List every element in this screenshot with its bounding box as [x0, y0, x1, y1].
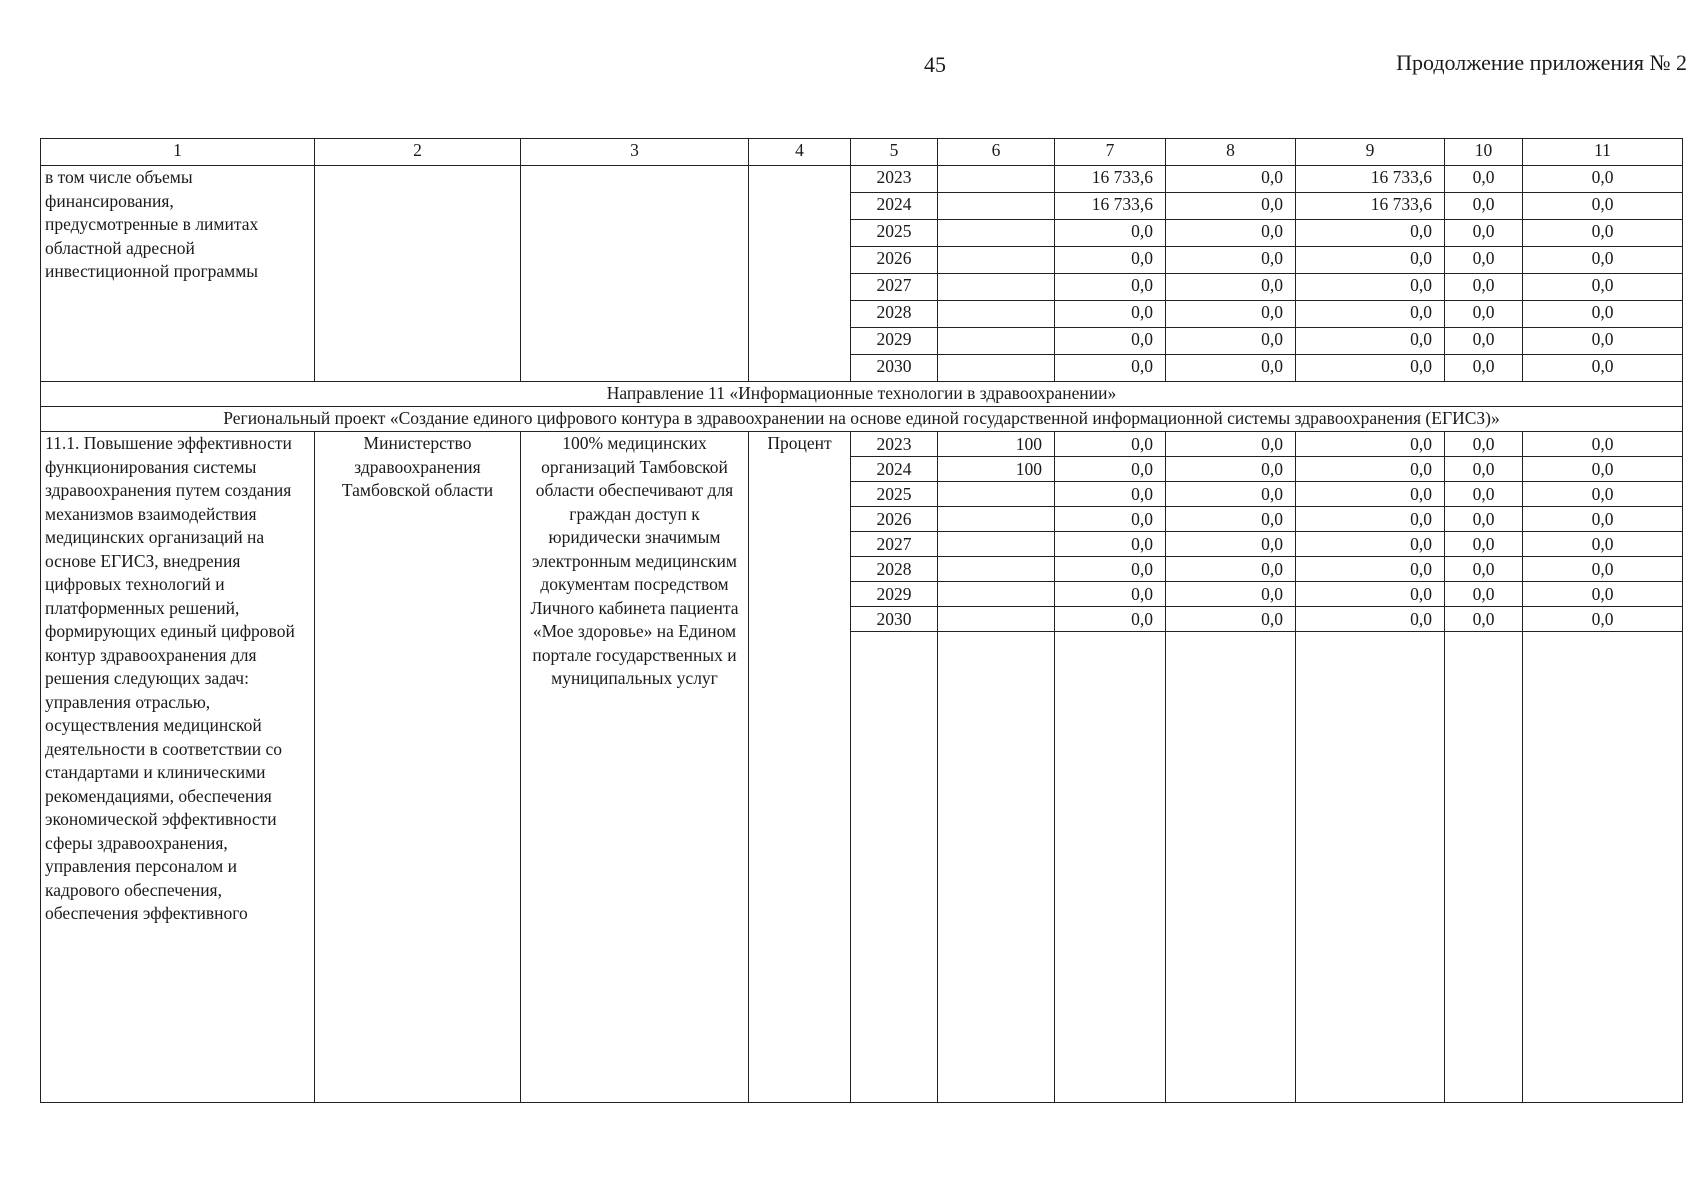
- col11-value: 0,0: [1523, 532, 1683, 557]
- col10-value: 0,0: [1445, 482, 1523, 507]
- year-cell: 2025: [851, 482, 938, 507]
- col6-value: [938, 507, 1055, 532]
- year-cell: 2024: [851, 193, 938, 220]
- col-header: 4: [749, 139, 851, 166]
- col6-value: [938, 220, 1055, 247]
- col9-value: 0,0: [1296, 301, 1445, 328]
- col10-value: 0,0: [1445, 166, 1523, 193]
- year-cell: 2026: [851, 247, 938, 274]
- col8-value: 0,0: [1166, 457, 1296, 482]
- responsible-executor: [315, 166, 521, 382]
- col6-value: [938, 193, 1055, 220]
- col9-value: 0,0: [1296, 432, 1445, 457]
- col8-value: 0,0: [1166, 557, 1296, 582]
- col10-value: 0,0: [1445, 557, 1523, 582]
- col11-value: 0,0: [1523, 355, 1683, 382]
- col-header: 2: [315, 139, 521, 166]
- year-cell: 2028: [851, 301, 938, 328]
- col6-value: 100: [938, 432, 1055, 457]
- col10-value: 0,0: [1445, 220, 1523, 247]
- col11-value: 0,0: [1523, 166, 1683, 193]
- col6-value: [938, 274, 1055, 301]
- col9-value: 0,0: [1296, 457, 1445, 482]
- col7-value: 0,0: [1055, 507, 1166, 532]
- page-number: 45: [924, 52, 946, 77]
- empty-cell: [851, 632, 938, 1103]
- col-header: 11: [1523, 139, 1683, 166]
- col10-value: 0,0: [1445, 607, 1523, 632]
- col10-value: 0,0: [1445, 193, 1523, 220]
- col9-value: 16 733,6: [1296, 166, 1445, 193]
- col8-value: 0,0: [1166, 193, 1296, 220]
- col7-value: 0,0: [1055, 301, 1166, 328]
- year-cell: 2023: [851, 166, 938, 193]
- year-cell: 2027: [851, 532, 938, 557]
- col7-value: 0,0: [1055, 532, 1166, 557]
- col8-value: 0,0: [1166, 507, 1296, 532]
- indicator-description: 100% медицинских организаций Тамбовской области обеспечивают для граждан доступ к юридически значимым электронным медицинским документам посредством Личного кабинета пациента «Мое здоровье» на Едином портале государственных и муниципальных услуг: [521, 432, 749, 1103]
- col7-value: 16 733,6: [1055, 166, 1166, 193]
- year-cell: 2023: [851, 432, 938, 457]
- table-row: [41, 166, 1683, 193]
- col8-value: 0,0: [1166, 355, 1296, 382]
- col10-value: 0,0: [1445, 301, 1523, 328]
- col6-value: [938, 166, 1055, 193]
- col11-value: 0,0: [1523, 607, 1683, 632]
- col7-value: 0,0: [1055, 247, 1166, 274]
- col11-value: 0,0: [1523, 328, 1683, 355]
- col-header: 6: [938, 139, 1055, 166]
- col9-value: 0,0: [1296, 532, 1445, 557]
- col11-value: 0,0: [1523, 482, 1683, 507]
- col7-value: 0,0: [1055, 607, 1166, 632]
- financing-table: [40, 138, 1683, 1103]
- col9-value: 0,0: [1296, 355, 1445, 382]
- col-header: 5: [851, 139, 938, 166]
- year-cell: 2024: [851, 457, 938, 482]
- activity-description: 11.1. Повышение эффективности функционирования системы здравоохранения путем создания механизмов взаимодействия медицинских организаций на основе ЕГИСЗ, внедрения цифровых технологий и платформенных решений, формирующих единый цифровой контур здравоохранения для решения следующих задач: управления отраслью, осуществления медицинской деятельности в соответствии со стандартами и клиническими рекомендациями, обеспечения экономической эффективности сферы здравоохранения, управления персоналом и кадрового обеспечения, обеспечения эффективного: [41, 432, 315, 1103]
- col7-value: 0,0: [1055, 355, 1166, 382]
- year-cell: 2025: [851, 220, 938, 247]
- empty-cell: [938, 632, 1055, 1103]
- col10-value: 0,0: [1445, 274, 1523, 301]
- empty-cell: [1445, 632, 1523, 1103]
- col11-value: 0,0: [1523, 301, 1683, 328]
- col10-value: 0,0: [1445, 582, 1523, 607]
- col-header: 10: [1445, 139, 1523, 166]
- col9-value: 0,0: [1296, 482, 1445, 507]
- indicator-description: [521, 166, 749, 382]
- col11-value: 0,0: [1523, 220, 1683, 247]
- col7-value: 0,0: [1055, 457, 1166, 482]
- col9-value: 0,0: [1296, 557, 1445, 582]
- col9-value: 0,0: [1296, 220, 1445, 247]
- col6-value: [938, 328, 1055, 355]
- col9-value: 0,0: [1296, 247, 1445, 274]
- col6-value: [938, 355, 1055, 382]
- direction-row: [41, 382, 1683, 407]
- col6-value: [938, 607, 1055, 632]
- col7-value: 16 733,6: [1055, 193, 1166, 220]
- empty-cell: [1055, 632, 1166, 1103]
- col8-value: 0,0: [1166, 220, 1296, 247]
- col-header: 1: [41, 139, 315, 166]
- col10-value: 0,0: [1445, 328, 1523, 355]
- col11-value: 0,0: [1523, 274, 1683, 301]
- col7-value: 0,0: [1055, 220, 1166, 247]
- col10-value: 0,0: [1445, 457, 1523, 482]
- empty-cell: [1523, 632, 1683, 1103]
- col7-value: 0,0: [1055, 582, 1166, 607]
- col7-value: 0,0: [1055, 557, 1166, 582]
- col11-value: 0,0: [1523, 247, 1683, 274]
- col8-value: 0,0: [1166, 532, 1296, 557]
- col9-value: 0,0: [1296, 274, 1445, 301]
- col11-value: 0,0: [1523, 193, 1683, 220]
- year-cell: 2030: [851, 607, 938, 632]
- col8-value: 0,0: [1166, 432, 1296, 457]
- col6-value: [938, 247, 1055, 274]
- col8-value: 0,0: [1166, 607, 1296, 632]
- col9-value: 0,0: [1296, 607, 1445, 632]
- col6-value: [938, 557, 1055, 582]
- col8-value: 0,0: [1166, 166, 1296, 193]
- col6-value: 100: [938, 457, 1055, 482]
- appendix-continuation-title: Продолжение приложения № 2: [1396, 50, 1687, 75]
- regional-project-title: Региональный проект «Создание единого цифрового контура в здравоохранении на основе единой государственной информационной системы здравоохранения (ЕГИСЗ)»: [41, 407, 1683, 432]
- column-number-header-row: [41, 139, 1683, 166]
- responsible-executor: Министерство здравоохранения Тамбовской области: [315, 432, 521, 1103]
- year-cell: 2027: [851, 274, 938, 301]
- col11-value: 0,0: [1523, 557, 1683, 582]
- direction-title: Направление 11 «Информационные технологии в здравоохранении»: [41, 382, 1683, 407]
- col6-value: [938, 532, 1055, 557]
- col9-value: 0,0: [1296, 507, 1445, 532]
- col9-value: 16 733,6: [1296, 193, 1445, 220]
- col7-value: 0,0: [1055, 274, 1166, 301]
- col11-value: 0,0: [1523, 582, 1683, 607]
- col7-value: 0,0: [1055, 482, 1166, 507]
- col10-value: 0,0: [1445, 507, 1523, 532]
- empty-cell: [1166, 632, 1296, 1103]
- col-header: 8: [1166, 139, 1296, 166]
- col-header: 9: [1296, 139, 1445, 166]
- col8-value: 0,0: [1166, 274, 1296, 301]
- col9-value: 0,0: [1296, 582, 1445, 607]
- col6-value: [938, 582, 1055, 607]
- empty-cell: [1296, 632, 1445, 1103]
- unit-of-measure: [749, 166, 851, 382]
- project-row: [41, 407, 1683, 432]
- year-cell: 2029: [851, 328, 938, 355]
- col10-value: 0,0: [1445, 432, 1523, 457]
- col9-value: 0,0: [1296, 328, 1445, 355]
- col11-value: 0,0: [1523, 432, 1683, 457]
- activity-description: в том числе объемы финансирования, предусмотренные в лимитах областной адресной инвестиционной программы: [41, 166, 315, 382]
- year-cell: 2026: [851, 507, 938, 532]
- col6-value: [938, 301, 1055, 328]
- col8-value: 0,0: [1166, 247, 1296, 274]
- table-row: [41, 432, 1683, 457]
- col10-value: 0,0: [1445, 247, 1523, 274]
- col6-value: [938, 482, 1055, 507]
- year-cell: 2028: [851, 557, 938, 582]
- col10-value: 0,0: [1445, 355, 1523, 382]
- col8-value: 0,0: [1166, 482, 1296, 507]
- col7-value: 0,0: [1055, 432, 1166, 457]
- unit-of-measure: Процент: [749, 432, 851, 1103]
- col10-value: 0,0: [1445, 532, 1523, 557]
- col8-value: 0,0: [1166, 582, 1296, 607]
- col-header: 7: [1055, 139, 1166, 166]
- col8-value: 0,0: [1166, 301, 1296, 328]
- year-cell: 2030: [851, 355, 938, 382]
- col11-value: 0,0: [1523, 507, 1683, 532]
- col-header: 3: [521, 139, 749, 166]
- col11-value: 0,0: [1523, 457, 1683, 482]
- col7-value: 0,0: [1055, 328, 1166, 355]
- year-cell: 2029: [851, 582, 938, 607]
- col8-value: 0,0: [1166, 328, 1296, 355]
